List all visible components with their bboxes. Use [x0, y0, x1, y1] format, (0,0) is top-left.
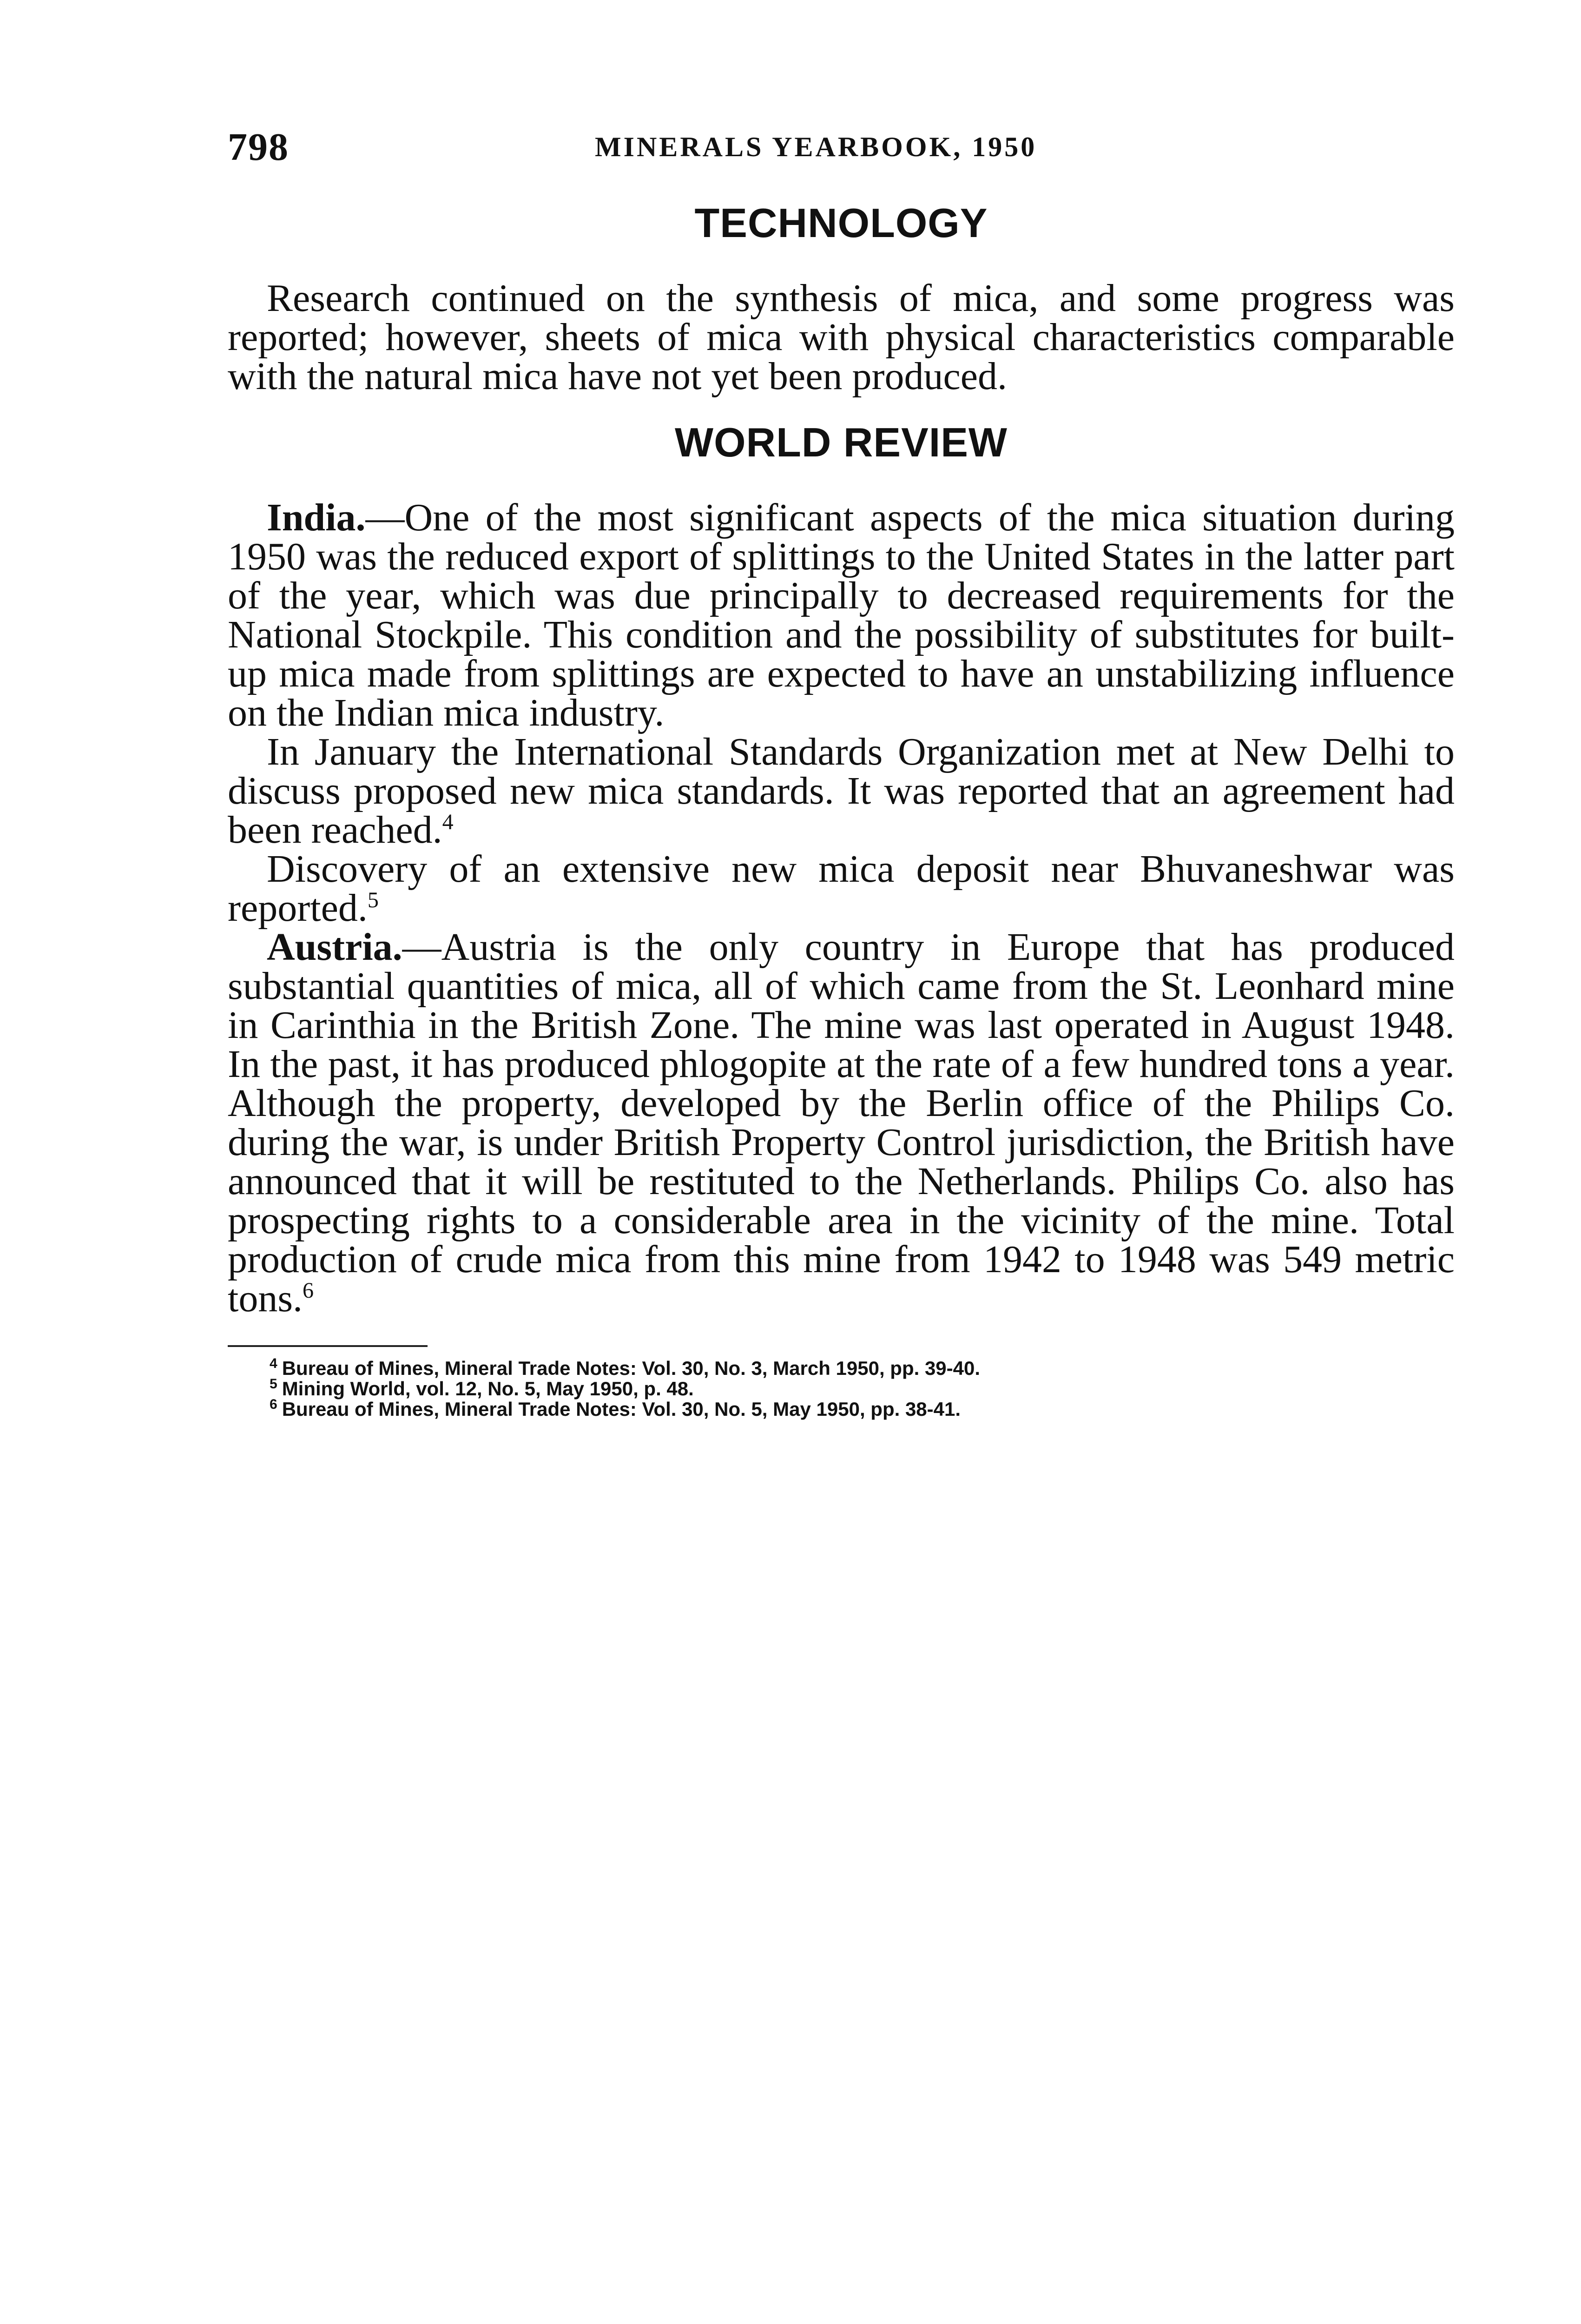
section-heading-technology: TECHNOLOGY: [694, 200, 988, 246]
footnote-ref-6[interactable]: 6: [303, 1278, 314, 1303]
page-number: 798: [228, 125, 289, 169]
india-paragraph-3: [228, 847, 1455, 930]
footnote-text: Bureau of Mines, Mineral Trade Notes: Vol. 30, No. 5, May 1950, pp. 38-41.: [282, 1398, 961, 1420]
austria-paragraph-text: —Austria is the only country in Europe that has produced substantial quantities of mica, all of which came from the St. Leonhard mine in Carinthia in the British Zone. The mine was last operated in August 1948. In the past, it has produced phlogopite at the rate of a few hundred tons a year. Although the property, developed by the Berlin office of the Philips Co. during the war, is under British Property Control jurisdiction, the British have announced that it will be restituted to the Netherlands. Philips Co. also has prospecting rights to a considerable area in the vicinity of the mine. Total production of crude mica from this mine from 1942 to 1948 was 549 metric tons.: [228, 925, 1455, 1320]
technology-paragraph: Research continued on the synthesis of mica, and some progress was reported; however, sheets of mica with physical characteristics comparable with the natural mica have not yet been produced.: [228, 277, 1455, 398]
austria-paragraph: [228, 925, 1455, 1320]
footnotes: [228, 1358, 1455, 1419]
footnote-item: [270, 1358, 1455, 1379]
footnote-divider: [228, 1345, 428, 1347]
india-paragraph-1-text: —One of the most significant aspects of the mica situation during 1950 was the reduced export of splittings to the United States in the latter part of the year, which was due principally to decreased requirements for the National Stockpile. This condition and the possibility of substitutes for built-up mica made from splittings are expected to have an unstabilizing influence on the Indian mica industry.: [228, 496, 1455, 734]
india-paragraph-2-text: In January the International Standards Organization met at New Delhi to discuss proposed new mica standards. It was reported that an agreement had been reached.: [228, 730, 1455, 852]
austria-lead: Austria.: [267, 925, 402, 969]
running-title: MINERALS YEARBOOK, 1950: [595, 132, 1037, 162]
india-paragraph-1: [228, 498, 1455, 733]
footnote-mark: 5: [270, 1376, 277, 1392]
india-paragraph-2: [228, 730, 1455, 852]
india-lead: India.: [267, 496, 366, 539]
footnote-item: [270, 1376, 1455, 1400]
running-head: [228, 125, 1482, 176]
footnote-ref-5[interactable]: 5: [367, 888, 379, 912]
footnote-mark: 4: [270, 1356, 277, 1371]
footnote-ref-4[interactable]: 4: [442, 810, 454, 834]
footnote-mark: 6: [270, 1397, 277, 1412]
section-heading-world-review: WORLD REVIEW: [675, 419, 1008, 465]
footnote-item: [270, 1399, 1455, 1419]
footnote-text: Mining World, vol. 12, No. 5, May 1950, p. 48.: [282, 1378, 694, 1400]
footnote-text: Bureau of Mines, Mineral Trade Notes: Vol. 30, No. 3, March 1950, pp. 39-40.: [282, 1357, 981, 1379]
main-text-column: [228, 195, 1455, 1419]
india-paragraph-3-text: Discovery of an extensive new mica deposit near Bhuvaneshwar was reported.: [228, 847, 1455, 930]
